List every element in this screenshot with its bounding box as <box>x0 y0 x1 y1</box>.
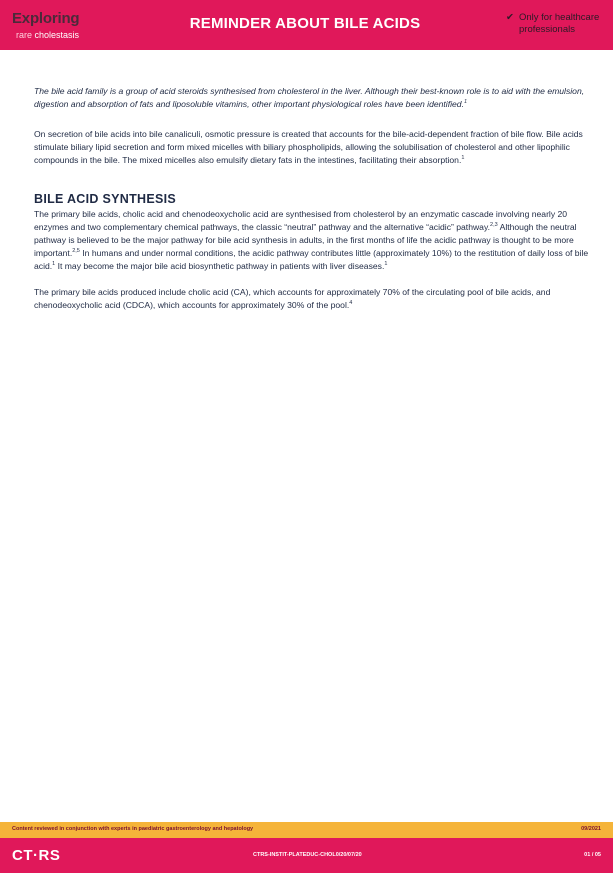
logo-wordmark: Exploring <box>12 10 80 27</box>
review-note: Content reviewed in conjunction with experts in paediatric gastroenterology and hepatology <box>12 826 254 832</box>
primary-bile-acids-paragraph <box>34 286 600 312</box>
page-title: REMINDER ABOUT BILE ACIDS <box>189 15 421 32</box>
reference-marker: 1 <box>461 155 465 162</box>
reference-marker: 1 <box>52 261 56 268</box>
document-date: 09/2021 <box>581 826 601 832</box>
para4-text: The primary bile acids produced include cholic acid (CA), which accounts for approximately 70% of the circulating pool of bile acids, and chenodeoxycholic acid (CDCA), which accounts for approximately 30% of the pool. <box>34 287 551 310</box>
page-number: 01 / 05 <box>584 852 601 858</box>
reference-marker: 1 <box>384 261 388 268</box>
logo-tagline-cholestasis: cholestasis <box>34 30 80 40</box>
para3-text-b: Although the neutral pathway is believed to be the major pathway for bile acid synthesis in adults, in the first months of life the acidic pathway is thought to be more important. <box>34 222 577 258</box>
synthesis-paragraph <box>34 208 600 273</box>
check-icon: ✔ <box>506 12 514 23</box>
para3-text-c: In humans and under normal conditions, the acidic pathway contributes little (approximately 10%) to the restitution of daily loss of bile acid. <box>34 248 589 271</box>
reference-marker: 2,5 <box>72 248 80 255</box>
page-footer <box>0 838 613 873</box>
hcp-notice <box>506 12 610 36</box>
para2-text: On secretion of bile acids into bile canaliculi, osmotic pressure is created that accounts for the bile-acid-dependent fraction of bile flow. Bile acids stimulate biliary lipid secretion and form mixed micelles with biliary phospholipids, allowing the solubilisation of cholesterol and other lipophilic compounds in the bile. The mixed micelles also emulsify dietary fats in the intestines, facilitating their absorption. <box>34 129 583 165</box>
ctrs-logo[interactable]: CT·RS <box>12 847 61 864</box>
intro-paragraph <box>34 85 600 111</box>
page-header <box>0 0 613 50</box>
bile-secretion-paragraph <box>34 128 600 167</box>
review-note-bar <box>0 822 613 838</box>
exploring-rare-cholestasis-logo[interactable] <box>12 10 102 44</box>
reference-marker: 4 <box>349 300 353 307</box>
reference-marker: 2,3 <box>490 222 498 229</box>
reference-marker: 1 <box>463 99 468 106</box>
para3-text-a: The primary bile acids, cholic acid and chenodeoxycholic acid are synthesised from cholesterol by an enzymatic cascade involving nearly 20 enzymes and two complementary chemical pathways, the classic “neutral” pathway and the alternative “acidic” pathway. <box>34 209 568 232</box>
logo-tagline <box>16 30 79 40</box>
document-code: CTRS-INSTIT-PLATEDUC-CHOL0/20/07/20 <box>253 852 362 858</box>
logo-tagline-rare: rare <box>16 30 33 40</box>
section-heading: BILE ACID SYNTHESIS <box>34 192 177 206</box>
hcp-label: Only for healthcare professionals <box>519 12 600 35</box>
intro-text: The bile acid family is a group of acid steroids synthesised from cholesterol in the liver. Although their best-known role is to aid with the emulsion, digestion and absorption of fats and liposoluble vitamins, other important physiological roles have been identified. <box>34 86 585 109</box>
para3-text-d: It may become the major bile acid biosynthetic pathway in patients with liver diseases. <box>55 261 385 271</box>
document-body <box>34 85 600 312</box>
